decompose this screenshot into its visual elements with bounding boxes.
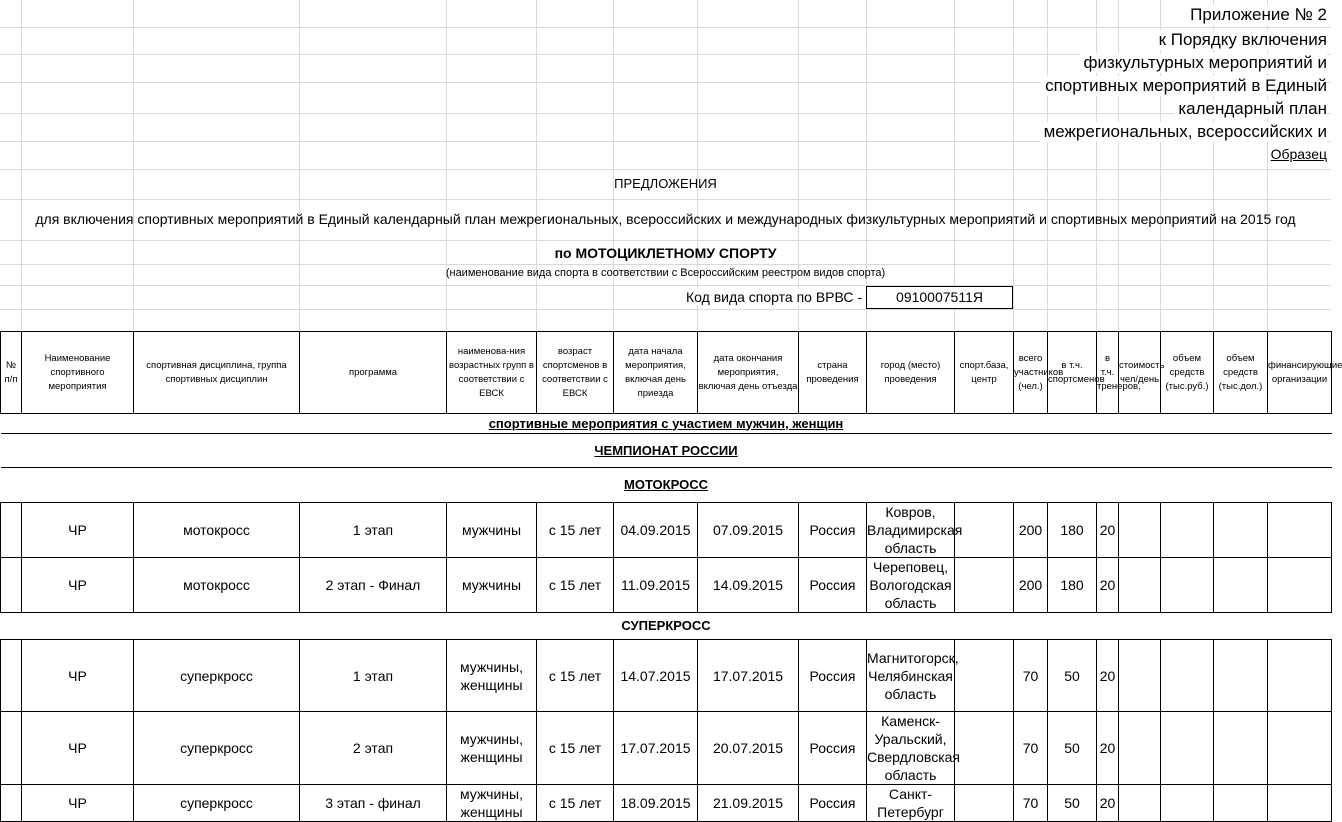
cell-usd — [1214, 712, 1268, 785]
sport-name: по МОТОЦИКЛЕТНОМУ СПОРТУ — [554, 245, 777, 261]
cell-num — [1, 640, 22, 712]
cell-rub — [1161, 712, 1214, 785]
cell-rub — [1161, 785, 1214, 822]
appendix-line: спортивных мероприятий в Единый — [1041, 76, 1327, 96]
group-motocross: МОТОКРОСС — [1, 468, 1332, 503]
cell-base — [955, 785, 1014, 822]
cell-start-date: 11.09.2015 — [614, 558, 698, 613]
col-header: возраст спортсменов в соответствии с ЕВСК — [537, 332, 614, 414]
cell-cost — [1119, 712, 1161, 785]
appendix-line: к Порядку включения — [1155, 30, 1327, 50]
cell-usd — [1214, 640, 1268, 712]
cell-event: ЧР — [22, 503, 134, 558]
cell-program: 2 этап — [300, 712, 447, 785]
cell-base — [955, 503, 1014, 558]
table-row — [1, 785, 1332, 822]
cell-country: Россия — [799, 712, 867, 785]
cell-age-group: мужчины — [447, 558, 537, 613]
cell-coaches: 20 — [1097, 503, 1119, 558]
cell-coaches: 20 — [1097, 785, 1119, 822]
col-header: финансирующие организации — [1268, 332, 1332, 414]
cell-base — [955, 640, 1014, 712]
cell-discipline: суперкросс — [134, 785, 300, 822]
sport-code-label: Код вида спорта по ВРВС - — [686, 289, 863, 305]
cell-city: Санкт-Петербург — [867, 785, 955, 822]
cell-start-date: 14.07.2015 — [614, 640, 698, 712]
cell-country: Россия — [799, 558, 867, 613]
cell-city: Каменск-Уральский, Свердловская область — [867, 713, 961, 783]
cell-base — [955, 712, 1014, 785]
cell-discipline: мотокросс — [134, 558, 300, 613]
cell-discipline: мотокросс — [134, 503, 300, 558]
section-row — [1, 468, 1332, 503]
cell-event: ЧР — [22, 785, 134, 822]
cell-country: Россия — [799, 640, 867, 712]
cell-rub — [1161, 503, 1214, 558]
col-header: программа — [300, 332, 447, 414]
appendix-line: физкультурных мероприятий и — [1080, 53, 1327, 73]
cell-age-group: мужчины, женщины — [447, 785, 537, 822]
section-row — [1, 434, 1332, 468]
col-header: дата начала мероприятия, включая день приезда — [614, 332, 698, 414]
cell-total: 200 — [1014, 558, 1048, 613]
sample-label: Образец — [1270, 146, 1327, 162]
events-table — [0, 331, 1342, 822]
cell-city: Череповец, Вологодская область — [867, 558, 955, 613]
table-row — [1, 558, 1332, 613]
cell-athletes: 50 — [1048, 712, 1097, 785]
cell-age: с 15 лет — [537, 503, 614, 558]
col-header: наименова-ния возрастных групп в соответствии с ЕВСК — [447, 332, 537, 414]
cell-discipline: суперкросс — [134, 712, 300, 785]
cell-rub — [1161, 558, 1214, 613]
col-header: Наименование спортивного мероприятия — [22, 332, 134, 414]
cell-finance — [1268, 640, 1332, 712]
table-row — [1, 503, 1332, 558]
table-header-row — [1, 332, 1332, 414]
cell-end-date: 14.09.2015 — [698, 558, 799, 613]
col-header: всего участников (чел.) — [1014, 332, 1048, 414]
cell-cost — [1119, 785, 1161, 822]
cell-base — [955, 558, 1014, 613]
cell-num — [1, 785, 22, 822]
col-header: город (место) проведения — [867, 332, 955, 414]
cell-usd — [1214, 558, 1268, 613]
col-header: страна проведения — [799, 332, 867, 414]
cell-age: с 15 лет — [537, 640, 614, 712]
col-header: № п/п — [1, 332, 22, 414]
col-header: в т.ч. тренеров, — [1097, 332, 1119, 414]
col-header: в т.ч. спортсменов — [1048, 332, 1097, 414]
cell-start-date: 04.09.2015 — [614, 503, 698, 558]
cell-cost — [1119, 558, 1161, 613]
cell-finance — [1268, 785, 1332, 822]
cell-discipline: суперкросс — [134, 640, 300, 712]
document-heading: ПРЕДЛОЖЕНИЯ — [614, 176, 717, 191]
document-subtitle: для включения спортивных мероприятий в Единый календарный план межрегиональных, всероссийских и международных физкультурных мероприятий и спортивных мероприятий на 2015 год — [35, 211, 1296, 227]
cell-program: 2 этап - Финал — [300, 558, 447, 613]
cell-coaches: 20 — [1097, 558, 1119, 613]
section-row — [1, 613, 1332, 640]
sport-note: (наименование вида спорта в соответствии с Всероссийским реестром видов спорта) — [445, 267, 886, 279]
cell-age-group: мужчины — [447, 503, 537, 558]
cell-city: Магнитогорск, Челябинская область — [867, 640, 955, 712]
cell-total: 200 — [1014, 503, 1048, 558]
cell-start-date: 18.09.2015 — [614, 785, 698, 822]
cell-age-group: мужчины, женщины — [447, 712, 537, 785]
section-row — [1, 414, 1332, 434]
appendix-line: межрегиональных, всероссийских и — [1040, 122, 1327, 142]
cell-usd — [1214, 503, 1268, 558]
cell-event: ЧР — [22, 558, 134, 613]
col-header: объем средств (тыс.руб.) — [1161, 332, 1214, 414]
section-championship: ЧЕМПИОНАТ РОССИИ — [1, 434, 1332, 468]
table-row — [1, 640, 1332, 712]
cell-age-group: мужчины, женщины — [447, 640, 537, 712]
cell-total: 70 — [1014, 785, 1048, 822]
cell-end-date: 07.09.2015 — [698, 503, 799, 558]
col-header: объем средств (тыс.дол.) — [1214, 332, 1268, 414]
cell-country: Россия — [799, 785, 867, 822]
cell-program: 1 этап — [300, 503, 447, 558]
cell-finance — [1268, 558, 1332, 613]
col-header: спортивная дисциплина, группа спортивных дисциплин — [134, 332, 300, 414]
col-header: спорт.база, центр — [955, 332, 1014, 414]
cell-end-date: 17.07.2015 — [698, 640, 799, 712]
cell-city: Ковров, Владимирская область — [867, 504, 963, 556]
group-supercross: СУПЕРКРОСС — [1, 613, 1332, 640]
cell-finance — [1268, 712, 1332, 785]
appendix-line: календарный план — [1174, 99, 1327, 119]
cell-total: 70 — [1014, 640, 1048, 712]
cell-athletes: 180 — [1048, 558, 1097, 613]
cell-event: ЧР — [22, 712, 134, 785]
cell-event: ЧР — [22, 640, 134, 712]
sport-code-value: 0910007511Я — [866, 286, 1013, 309]
table-row — [1, 712, 1332, 785]
cell-num — [1, 503, 22, 558]
cell-total: 70 — [1014, 712, 1048, 785]
cell-finance — [1268, 503, 1332, 558]
cell-start-date: 17.07.2015 — [614, 712, 698, 785]
section-participants: спортивные мероприятия с участием мужчин, женщин — [1, 414, 1332, 434]
cell-coaches: 20 — [1097, 712, 1119, 785]
cell-age: с 15 лет — [537, 712, 614, 785]
cell-usd — [1214, 785, 1268, 822]
cell-cost — [1119, 503, 1161, 558]
cell-athletes: 50 — [1048, 640, 1097, 712]
col-header: стоимость чел/день — [1119, 332, 1161, 414]
col-header: дата окончания мероприятия, включая день отъезда — [698, 332, 799, 414]
cell-age: с 15 лет — [537, 558, 614, 613]
cell-age: с 15 лет — [537, 785, 614, 822]
cell-coaches: 20 — [1097, 640, 1119, 712]
cell-num — [1, 712, 22, 785]
cell-athletes: 50 — [1048, 785, 1097, 822]
cell-country: Россия — [799, 503, 867, 558]
cell-athletes: 180 — [1048, 503, 1097, 558]
appendix-title: Приложение № 2 — [1186, 5, 1327, 25]
cell-program: 3 этап - финал — [300, 785, 447, 822]
cell-program: 1 этап — [300, 640, 447, 712]
cell-end-date: 20.07.2015 — [698, 712, 799, 785]
cell-num — [1, 558, 22, 613]
cell-end-date: 21.09.2015 — [698, 785, 799, 822]
cell-rub — [1161, 640, 1214, 712]
cell-cost — [1119, 640, 1161, 712]
